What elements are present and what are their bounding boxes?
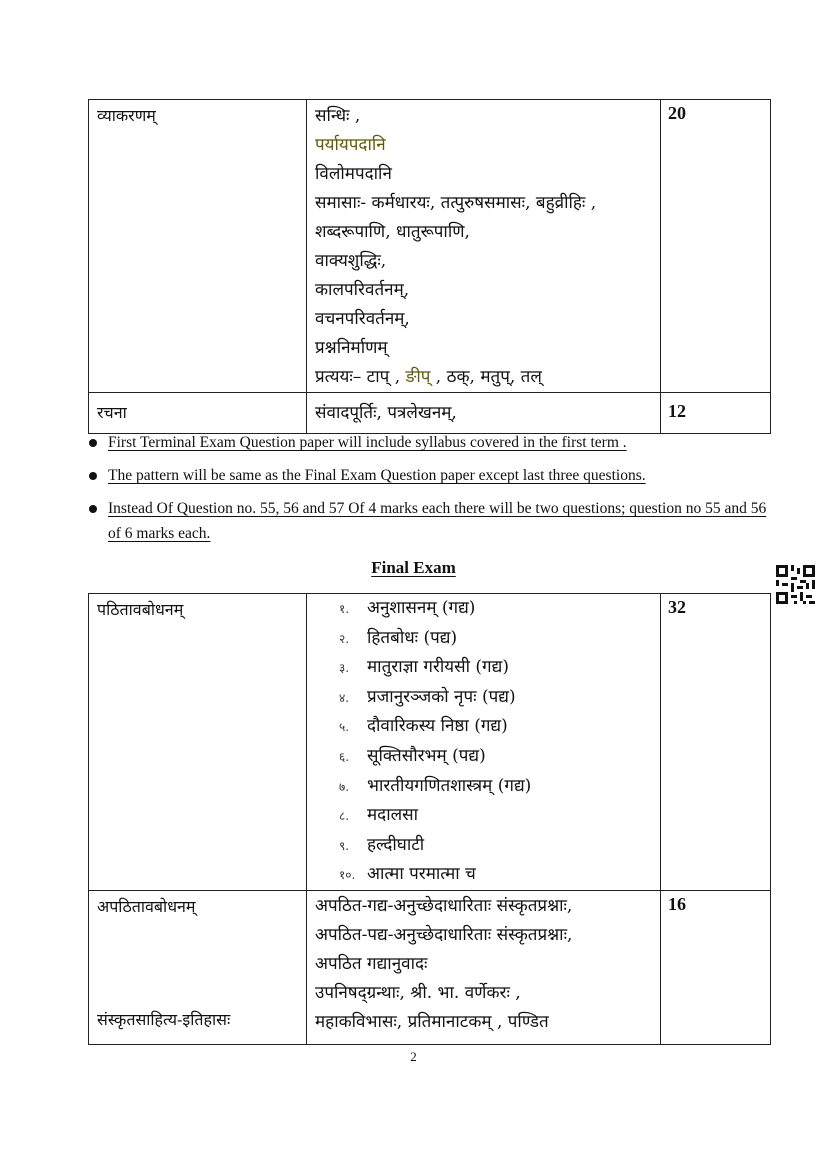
page-number: 2	[410, 1049, 417, 1064]
bullet-icon	[89, 472, 97, 480]
note-text: The pattern will be same as the Final Exam Question paper except last three questions.	[108, 467, 646, 484]
topic-line: शब्दरूपाणि, धातुरूपाणि,	[315, 222, 470, 242]
item-text: प्रजानुरञ्जको नृपः (पद्य)	[367, 686, 516, 707]
marks-value: 32	[668, 597, 686, 617]
section-label: व्याकरणम्	[97, 106, 156, 125]
item-number: ८.	[339, 809, 350, 824]
topics-cell	[307, 594, 661, 891]
item-text: मातुराज्ञा गरीयसी (गद्य)	[367, 657, 509, 678]
topic-line: सन्धिः ,	[315, 106, 361, 126]
topic-line: कालपरिवर्तनम्,	[315, 280, 410, 300]
bullet-icon	[89, 439, 97, 447]
list-item	[339, 683, 660, 713]
list-item	[88, 430, 769, 455]
item-text: भारतीयगणितशास्त्रम् (गद्य)	[367, 775, 532, 796]
pratyaya-part: प्रत्ययः– टाप् ,	[315, 367, 406, 387]
note-text: First Terminal Exam Question paper will include syllabus covered in the first term .	[108, 434, 627, 451]
topic-line: अपठित-गद्य-अनुच्छेदाधारिताः संस्कृतप्रश्नाः,	[315, 895, 573, 916]
final-exam-table	[88, 593, 771, 1045]
section-cell	[89, 890, 307, 1044]
item-number: ६.	[339, 749, 350, 764]
item-text: सूक्तिसौरभम् (पद्य)	[367, 745, 486, 766]
section-title	[0, 558, 827, 578]
list-item	[339, 712, 660, 742]
section-cell	[89, 393, 307, 434]
topic-line: समासाः- कर्मधारयः, तत्पुरुषसमासः, बहुव्रीहिः ,	[315, 193, 597, 213]
section-label: संस्कृतसाहित्य-इतिहासः	[97, 1009, 231, 1029]
topic-line: संवादपूर्तिः, पत्रलेखनम्,	[315, 403, 457, 423]
topic-line: महाकविभासः, प्रतिमानाटकम् , पण्डित	[315, 1011, 549, 1032]
notes-list	[88, 430, 769, 554]
topic-line: वचनपरिवर्तनम्,	[315, 309, 410, 329]
topics-cell	[307, 100, 661, 393]
grammar-table	[88, 99, 771, 434]
lesson-list	[339, 594, 660, 890]
section-label: अपठितावबोधनम्	[97, 896, 196, 916]
list-item	[339, 653, 660, 683]
note-text: Instead Of Question no. 55, 56 and 57 Of 4 marks each there will be two questions; question no 55 and 56 of 6 marks each.	[108, 500, 767, 542]
list-item	[339, 831, 660, 861]
table-row	[89, 100, 771, 393]
section-cell	[89, 100, 307, 393]
list-item	[88, 496, 769, 546]
list-item	[339, 772, 660, 802]
table-row	[89, 393, 771, 434]
topic-line: अपठित गद्यानुवादः	[315, 953, 428, 974]
pratyaya-line	[315, 363, 660, 392]
item-text: दौवारिकस्य निष्ठा (गद्य)	[367, 716, 508, 737]
item-number: ५.	[339, 720, 350, 735]
table-row	[89, 594, 771, 891]
marks-cell	[661, 594, 771, 891]
list-item	[339, 624, 660, 654]
topic-line: पर्यायपदानि	[315, 135, 386, 155]
item-number: ९.	[339, 838, 350, 853]
topic-line: प्रश्ननिर्माणम्	[315, 338, 388, 358]
item-text: आत्मा परमात्मा च	[367, 864, 476, 885]
list-item	[339, 801, 660, 831]
item-text: हितबोधः (पद्य)	[367, 627, 458, 648]
item-number: १.	[339, 602, 350, 616]
item-number: १०.	[339, 868, 356, 883]
section-label: रचना	[97, 403, 127, 422]
list-item	[339, 594, 660, 624]
section-cell	[89, 594, 307, 891]
marks-value: 20	[668, 103, 686, 123]
list-item	[339, 742, 660, 772]
marks-cell	[661, 100, 771, 393]
list-item	[88, 463, 769, 488]
marks-cell	[661, 393, 771, 434]
topic-line: उपनिषद्ग्रन्थाः, श्री. भा. वर्णेकरः ,	[315, 982, 521, 1003]
pratyaya-highlight: ङीप्	[405, 367, 431, 387]
topics-cell	[307, 393, 661, 434]
topic-line: वाक्यशुद्धिः,	[315, 251, 387, 271]
list-item	[339, 860, 660, 890]
item-number: ३.	[339, 661, 350, 676]
section-label: पठितावबोधनम्	[97, 600, 184, 619]
item-text: हल्दीघाटी	[367, 834, 425, 855]
marks-value: 12	[668, 401, 686, 421]
topic-line: अपठित-पद्य-अनुच्छेदाधारिताः संस्कृतप्रश्नाः,	[315, 924, 573, 945]
marks-value: 16	[668, 893, 686, 914]
topic-line: विलोमपदानि	[315, 164, 392, 184]
item-text: मदालसा	[367, 805, 419, 826]
item-number: ४.	[339, 690, 350, 705]
topics-cell	[307, 890, 661, 1044]
bullet-icon	[89, 505, 97, 513]
section-title-text: Final Exam	[371, 558, 456, 577]
item-number: ७.	[339, 779, 350, 794]
item-number: २.	[339, 631, 350, 646]
table-row	[89, 890, 771, 1044]
pratyaya-part: , ठक्, मतुप्, तल्	[430, 367, 542, 387]
marks-cell	[661, 890, 771, 1044]
item-text: अनुशासनम् (गद्य)	[367, 598, 476, 618]
qr-code-icon	[776, 565, 815, 604]
